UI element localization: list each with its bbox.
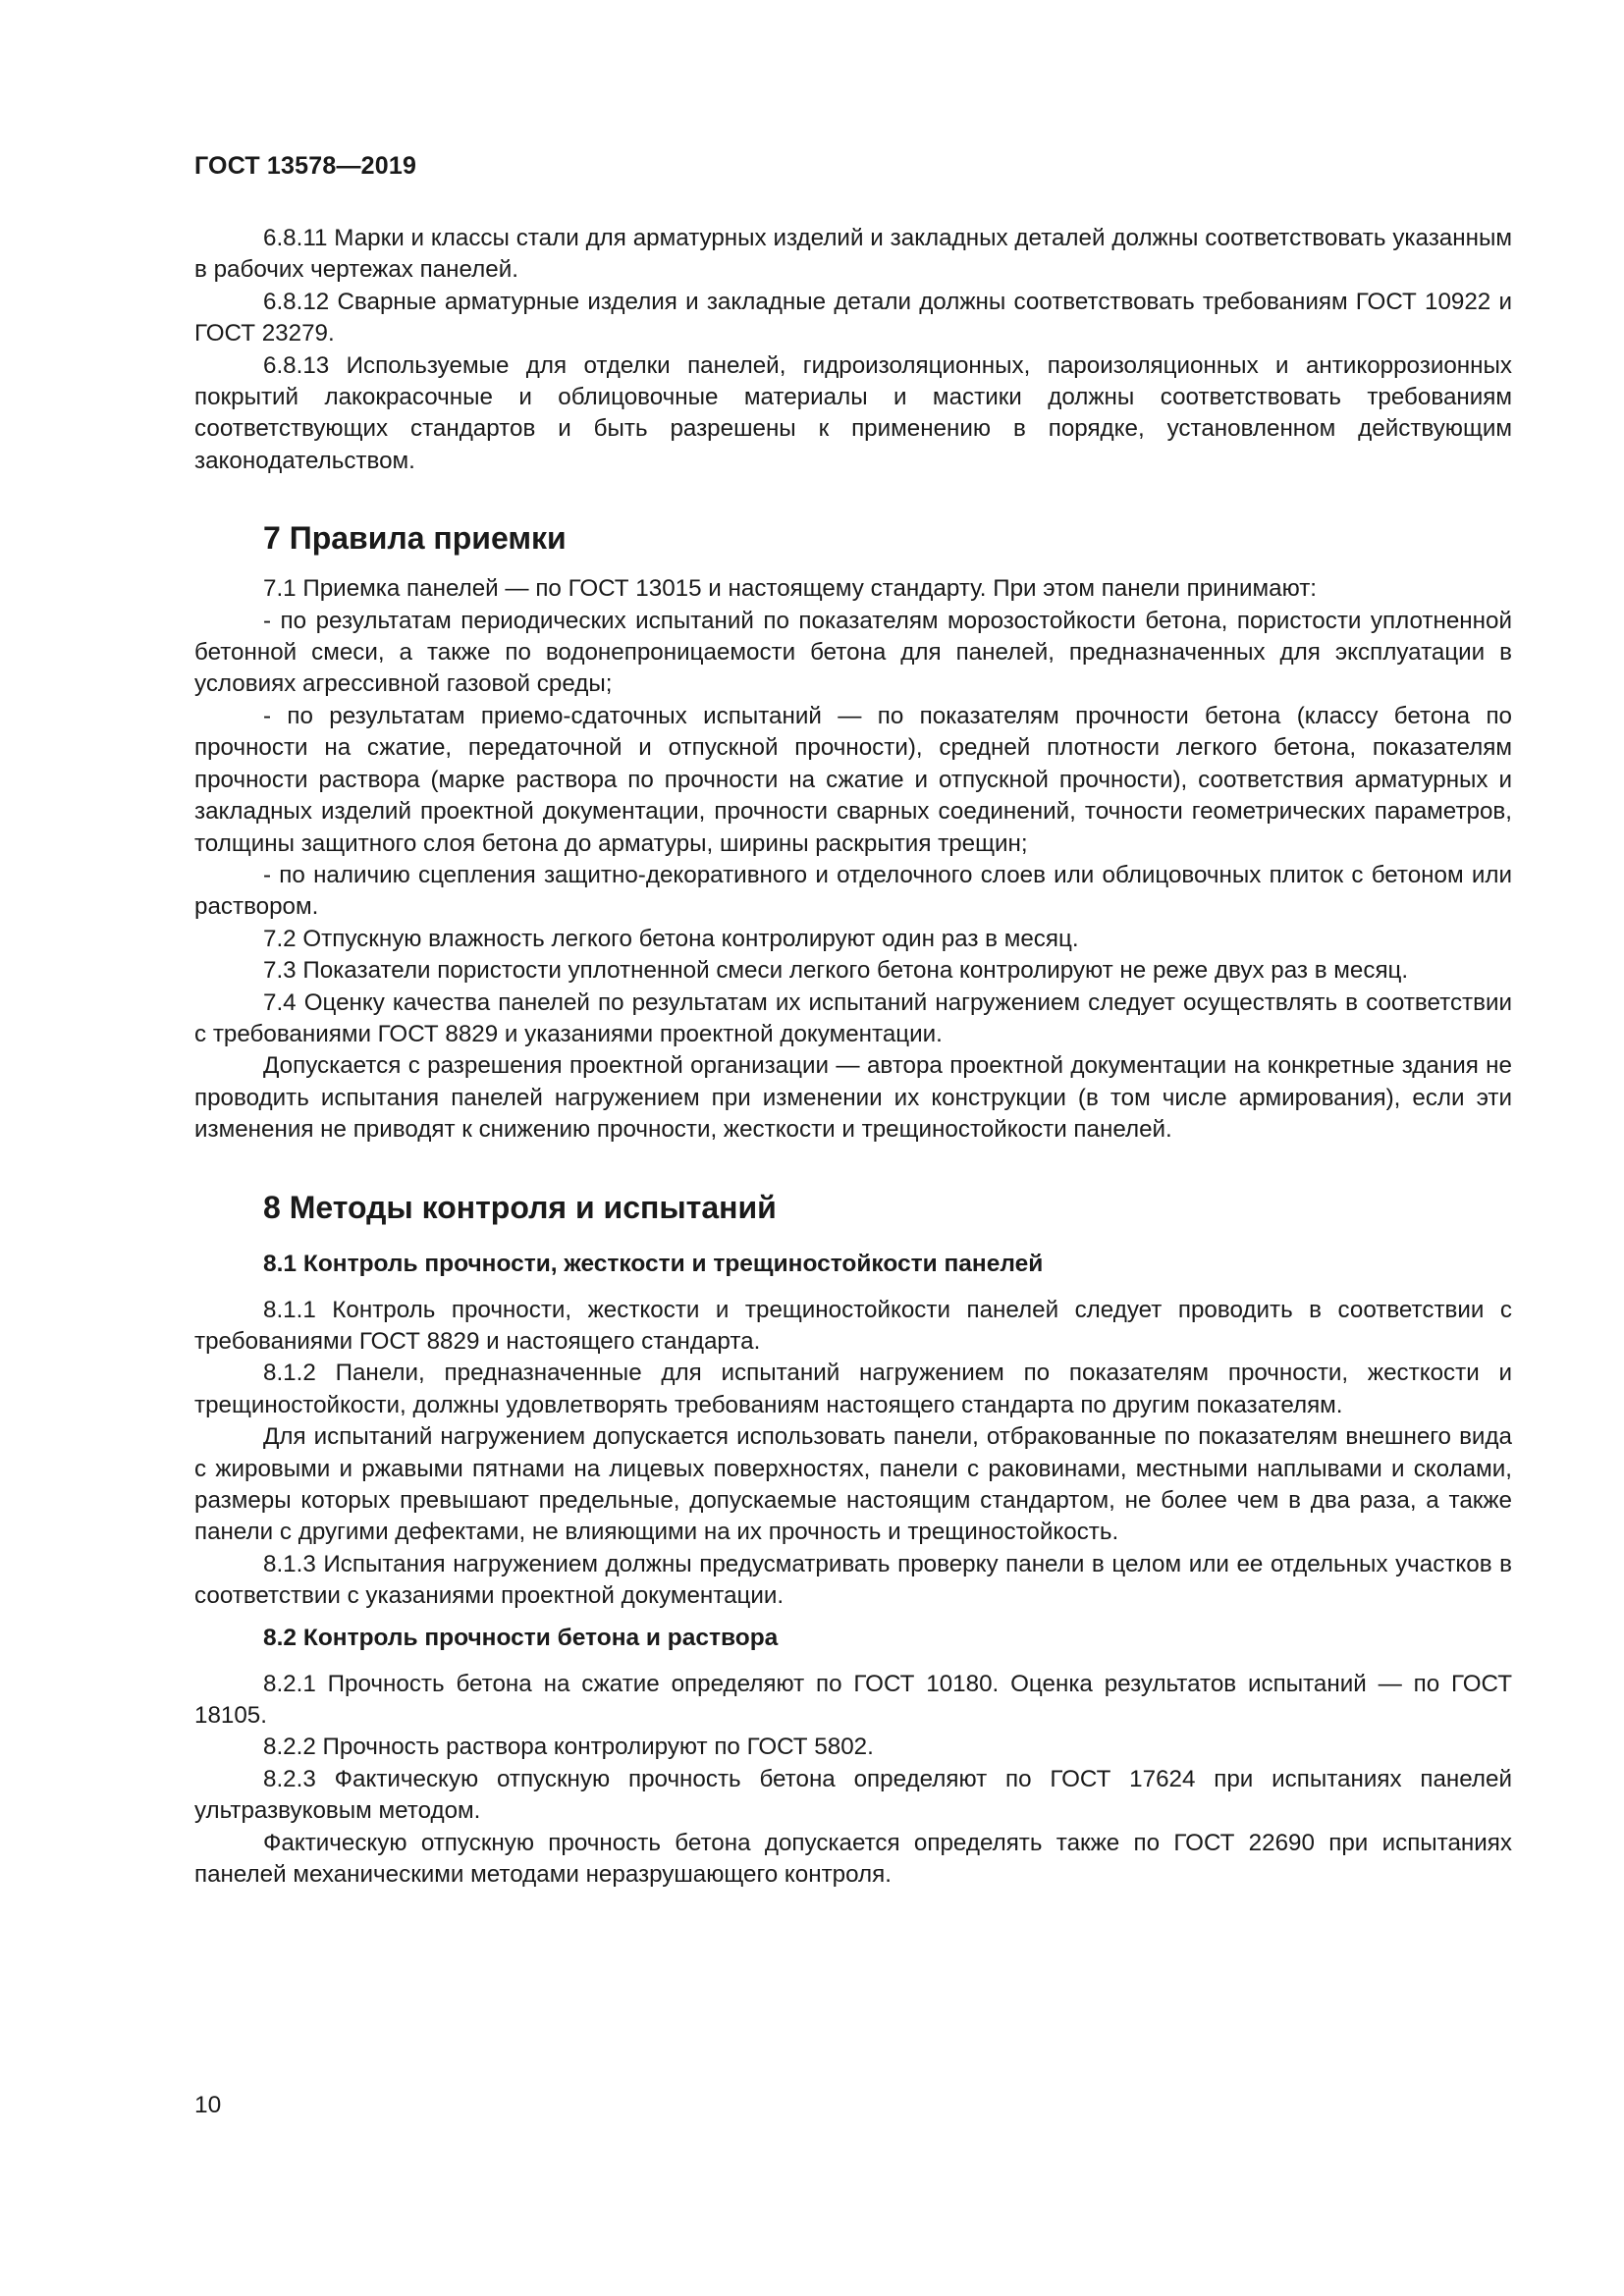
- paragraph-8-1-2: 8.1.2 Панели, предназначенные для испытаний нагружением по показателям прочности, жесткости и трещиностойкости, должны удовлетворять требованиям настоящего стандарта по другим показателям.: [194, 1360, 1512, 1418]
- section-7-heading: 7 Правила приемки: [263, 520, 567, 557]
- document-code-header: ГОСТ 13578—2019: [194, 152, 417, 180]
- paragraph-7-3: 7.3 Показатели пористости уплотненной смеси легкого бетона контролируют не реже двух раз в месяц.: [263, 957, 1409, 985]
- paragraph-6-8-13: 6.8.13 Используемые для отделки панелей, гидроизоляционных, пароизоляционных и антикоррозионных покрытий лакокрасочные и облицовочные материалы и мастики должны соответствовать требованиям соответствующих стандартов и быть разрешены к применению в порядке, установленном действующим законодательством.: [194, 351, 1512, 474]
- section-8-heading: 8 Методы контроля и испытаний: [263, 1189, 777, 1225]
- paragraph-7-4: 7.4 Оценку качества панелей по результатам их испытаний нагружением следует осуществлять в соответствии с требованиями ГОСТ 8829 и указаниями проектной документации.: [194, 988, 1512, 1047]
- paragraph-6-8-12: 6.8.12 Сварные арматурные изделия и закладные детали должны соответствовать требованиям ГОСТ 10922 и ГОСТ 23279.: [194, 288, 1512, 347]
- paragraph-8-2-1: 8.2.1 Прочность бетона на сжатие определяют по ГОСТ 10180. Оценка результатов испытаний — по ГОСТ 18105.: [194, 1670, 1512, 1730]
- paragraph-8-2-2: 8.2.2 Прочность раствора контролируют по ГОСТ 5802.: [263, 1734, 874, 1761]
- document-body: [194, 223, 1512, 1891]
- paragraph-7-1: 7.1 Приемка панелей — по ГОСТ 13015 и настоящему стандарту. При этом панели принимают:: [263, 575, 1318, 603]
- list-item-periodic-tests: - по результатам периодических испытаний по показателям морозостойкости бетона, пористости уплотненной бетонной смеси, а также по водонепроницаемости бетона для панелей, предназначенных для эксплуатации в условиях агрессивной газовой среды;: [194, 607, 1512, 698]
- paragraph-7-4-permission: Допускается с разрешения проектной организации — автора проектной документации на конкретные здания не проводить испытания панелей нагружением при изменении их конструкции (в том числе армирования), если эти изменения не приводят к снижению прочности, жесткости и трещиностойкости панелей.: [194, 1052, 1512, 1144]
- paragraph-7-2: 7.2 Отпускную влажность легкого бетона контролируют один раз в месяц.: [263, 925, 1079, 952]
- paragraph-8-1-1: 8.1.1 Контроль прочности, жесткости и трещиностойкости панелей следует проводить в соответствии с требованиями ГОСТ 8829 и настоящего стандарта.: [194, 1296, 1512, 1355]
- list-item-acceptance-tests: - по результатам приемо-сдаточных испытаний — по показателям прочности бетона (классу бетона по прочности на сжатие, передаточной и отпускной прочности), средней плотности легкого бетона, показателям прочности раствора (марке раствора по прочности на сжатие и отпускной прочности), соответствия арматурных и закладных изделий проектной документации, прочности сварных соединений, точности геометрических параметров, толщины защитного слоя бетона до арматуры, ширины раскрытия трещин;: [194, 702, 1512, 857]
- page-number: 10: [194, 2092, 222, 2118]
- subsection-8-1-heading: 8.1 Контроль прочности, жесткости и трещиностойкости панелей: [263, 1250, 1044, 1277]
- list-item-adhesion: - по наличию сцепления защитно-декоративного и отделочного слоев или облицовочных плиток с бетоном или раствором.: [194, 861, 1512, 921]
- subsection-8-2-heading: 8.2 Контроль прочности бетона и раствора: [263, 1624, 779, 1651]
- paragraph-8-1-2-defects: Для испытаний нагружением допускается использовать панели, отбракованные по показателям внешнего вида с жировыми и ржавыми пятнами на лицевых поверхностях, панели с раковинами, местными наплывами и сколами, размеры которых превышают предельные, допускаемые настоящим стандартом, не более чем в два раза, а также панели с другими дефектами, не влияющими на их прочность и трещиностойкость.: [194, 1423, 1512, 1546]
- paragraph-8-2-3: 8.2.3 Фактическую отпускную прочность бетона определяют по ГОСТ 17624 при испытаниях панелей ультразвуковым методом.: [194, 1765, 1512, 1825]
- paragraph-8-2-3-alternative: Фактическую отпускную прочность бетона допускается определять также по ГОСТ 22690 при испытаниях панелей механическими методами неразрушающего контроля.: [194, 1829, 1512, 1889]
- paragraph-6-8-11: 6.8.11 Марки и классы стали для арматурных изделий и закладных деталей должны соответствовать указанным в рабочих чертежах панелей.: [194, 225, 1512, 284]
- paragraph-8-1-3: 8.1.3 Испытания нагружением должны предусматривать проверку панели в целом или ее отдельных участков в соответствии с указаниями проектной документации.: [194, 1550, 1512, 1610]
